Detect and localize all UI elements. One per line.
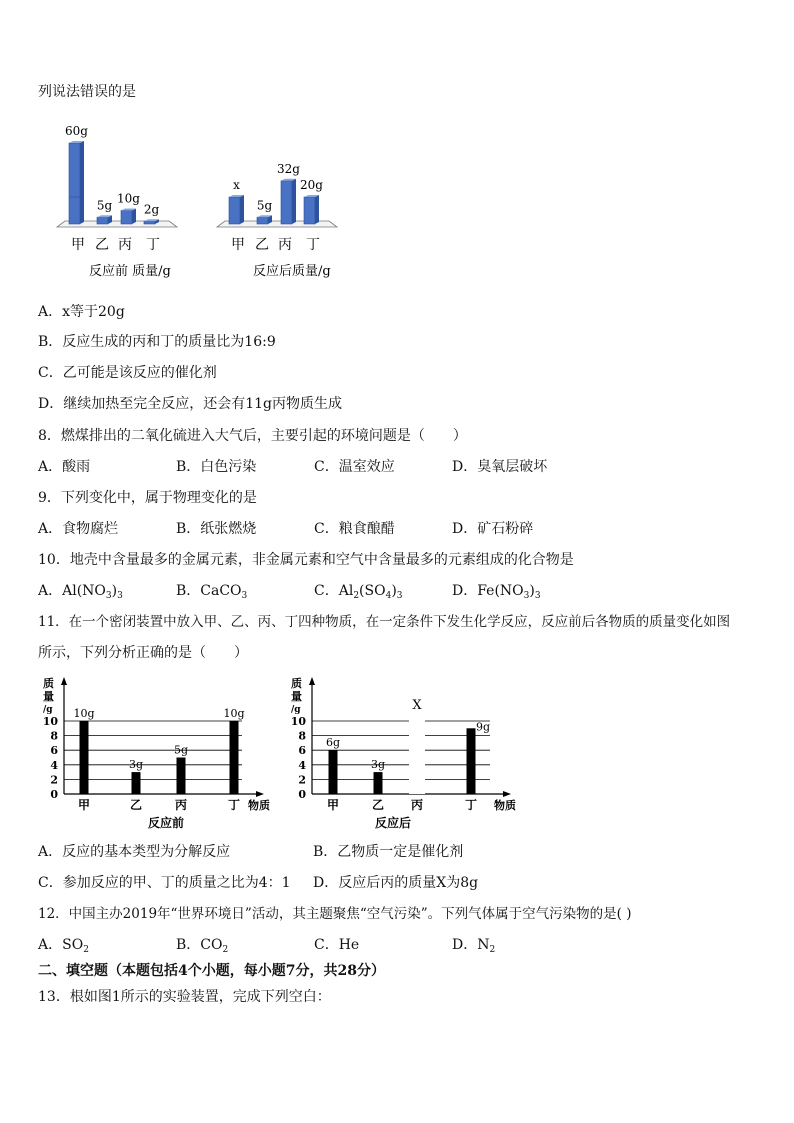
svg-text:质: 质 — [43, 677, 54, 690]
q11-option-a: A．反应的基本类型为分解反应 — [38, 844, 231, 860]
chart-before-3d — [55, 115, 195, 285]
chart3-y-tick: 4 — [50, 758, 58, 772]
chart3-category-label: 甲 — [77, 798, 91, 812]
chart3-y-tick: 8 — [50, 729, 58, 743]
chart1-bar-乙 — [97, 215, 112, 224]
q8-option-b: B．白色污染 — [176, 459, 257, 475]
chart2-bar-丁 — [304, 195, 319, 224]
q11-option-d: D．反应后丙的质量X为8g — [313, 875, 479, 891]
svg-text:/g: /g — [43, 705, 53, 715]
q10-option-b: B．CaCO$_3$ — [176, 583, 248, 601]
chart2-category-label: 丙 — [278, 237, 292, 253]
q11-stem-line1: 11．在一个密闭装置中放入甲、乙、丙、丁四种物质，在一定条件下发生化学反应，反应前后各物质的质量变化如图 — [38, 614, 731, 630]
chart3-value-label: 10g — [73, 707, 95, 720]
intro-text: 列说法错误的是 — [38, 84, 136, 100]
chart2-category-label: 甲 — [231, 237, 245, 253]
chart4-y-tick: 2 — [298, 773, 306, 787]
chart4-value-label: X — [412, 698, 422, 713]
q12-option-b: B．$CO_2$ — [176, 937, 229, 955]
chart4-bar-丁 — [467, 728, 476, 794]
section-2-heading: 二、填空题（本题包括4个小题，每小题7分，共28分） — [38, 963, 385, 979]
chart3-value-label: 5g — [173, 743, 189, 757]
chart1-category-label: 丁 — [146, 237, 160, 253]
q8-stem: 8．燃煤排出的二氧化硫进入大气后，主要引起的环境问题是（ ） — [38, 428, 467, 444]
chart4-category-label: 乙 — [371, 798, 385, 812]
q9-option-c: C．粮食酿醋 — [314, 521, 395, 537]
chart1-value-label: 2g — [143, 202, 160, 217]
chart3-y-tick: 10 — [42, 715, 58, 728]
chart2-value-label: 32g — [277, 161, 300, 176]
q13-stem: 13．根如图1所示的实验装置，完成下列空白： — [38, 989, 331, 1005]
q8-option-c: C．温室效应 — [314, 459, 395, 475]
chart4-bar-乙 — [374, 772, 383, 794]
chart2-value-label: x — [233, 178, 240, 192]
chart3-bar-丙 — [177, 758, 186, 795]
chart1-bar-甲 — [69, 141, 84, 224]
q11-option-b: B．乙物质一定是催化剂 — [313, 844, 464, 860]
chart3-category-label: 乙 — [129, 798, 143, 812]
q7-option-a: A．x等于20g — [38, 304, 125, 320]
chart3-xlabel: 物质 — [248, 799, 270, 812]
chart1-value-label: 60g — [65, 124, 88, 138]
chart2-xlabel: 反应后质量/g — [253, 264, 331, 279]
chart1-category-label: 丙 — [118, 237, 132, 253]
svg-text:量: 量 — [291, 690, 302, 703]
chart4-category-label: 丙 — [410, 798, 424, 812]
chart1-bar-丙 — [121, 209, 136, 225]
chart3-bar-丁 — [230, 721, 239, 794]
q11-stem-line2: 所示，下列分析正确的是（ ） — [38, 645, 248, 661]
chart4-xlabel: 物质 — [494, 799, 516, 812]
q11-option-c: C．参加反应的甲、丁的质量之比为4：1 — [38, 875, 291, 891]
q10-option-c: C．$Al_2(SO_4)_3$ — [314, 583, 403, 601]
chart4-category-label: 甲 — [326, 798, 340, 812]
chart3-bar-乙 — [132, 772, 141, 794]
chart2-bar-甲 — [229, 195, 244, 224]
chart2-value-label: 5g — [256, 198, 273, 213]
chart4-value-label: 6g — [325, 736, 341, 750]
q9-option-b: B．纸张燃烧 — [176, 521, 257, 537]
chart4-value-label: 9g — [475, 720, 491, 734]
chart4-y-tick: 0 — [298, 788, 306, 801]
svg-text:/g: /g — [291, 705, 301, 715]
chart4-y-tick: 4 — [298, 758, 306, 772]
chart1-category-label: 乙 — [95, 237, 109, 253]
q12-stem: 12．中国主办2019年“世界环境日”活动，其主题聚焦“空气污染”。下列气体属于空气污染物的是( ) — [38, 906, 632, 922]
chart4-bar-甲 — [329, 750, 338, 794]
chart-after-3d — [215, 115, 355, 285]
chart1-xlabel: 反应前 质量/g — [89, 264, 171, 279]
q7-option-d: D．继续加热至完全反应，还会有11g丙物质生成 — [38, 396, 342, 412]
q8-option-d: D．臭氧层破坏 — [452, 459, 548, 475]
chart2-bar-乙 — [257, 215, 272, 224]
chart1-value-label: 10g — [117, 191, 140, 206]
chart3-value-label: 3g — [128, 758, 144, 772]
q9-stem: 9．下列变化中，属于物理变化的是 — [38, 490, 257, 506]
q9-option-d: D．矿石粉碎 — [452, 521, 534, 537]
chart3-title: 反应前 — [148, 816, 185, 830]
chart4-y-tick: 6 — [298, 744, 306, 758]
q12-option-c: C．He — [314, 937, 360, 953]
chart4-category-label: 丁 — [464, 798, 478, 812]
chart3-y-tick: 0 — [50, 788, 58, 801]
chart2-category-label: 丁 — [306, 237, 320, 253]
q7-option-b: B．反应生成的丙和丁的质量比为16:9 — [38, 334, 276, 350]
chart3-bar-甲 — [80, 721, 89, 794]
q9-option-a: A．食物腐烂 — [38, 521, 119, 537]
chart4-title: 反应后 — [375, 816, 412, 830]
svg-text:量: 量 — [43, 690, 54, 703]
chart3-y-tick: 2 — [50, 773, 58, 787]
chart3-value-label: 10g — [223, 707, 245, 720]
q10-option-a: A．$Al(NO_3)_3$ — [38, 583, 123, 601]
q7-option-c: C．乙可能是该反应的催化剂 — [38, 365, 217, 381]
chart4-value-label: 3g — [370, 758, 386, 772]
chart2-bar-丙 — [281, 179, 296, 224]
chart3-y-tick: 6 — [50, 744, 58, 758]
chart4-y-tick: 8 — [298, 729, 306, 743]
chart2-category-label: 乙 — [255, 237, 269, 253]
q12-option-a: A．$SO_2$ — [38, 937, 89, 955]
q10-stem: 10．地壳中含量最多的金属元素，非金属元素和空气中含量最多的元素组成的化合物是 — [38, 552, 574, 568]
chart1-category-label: 甲 — [71, 237, 85, 253]
chart3-category-label: 丁 — [227, 798, 241, 812]
chart4-unknown-bar-gap — [409, 717, 425, 794]
chart-after-grid — [285, 675, 535, 835]
chart1-value-label: 5g — [96, 198, 113, 213]
q12-option-d: D．$N_2$ — [452, 937, 496, 955]
chart4-y-tick: 10 — [290, 715, 306, 728]
chart3-category-label: 丙 — [174, 798, 188, 812]
chart-before-grid — [30, 675, 280, 835]
q8-option-a: A．酸雨 — [38, 459, 91, 475]
q10-option-d: D．$Fe(NO_3)_3$ — [452, 583, 541, 601]
chart2-value-label: 20g — [300, 178, 323, 192]
svg-text:质: 质 — [291, 677, 302, 690]
